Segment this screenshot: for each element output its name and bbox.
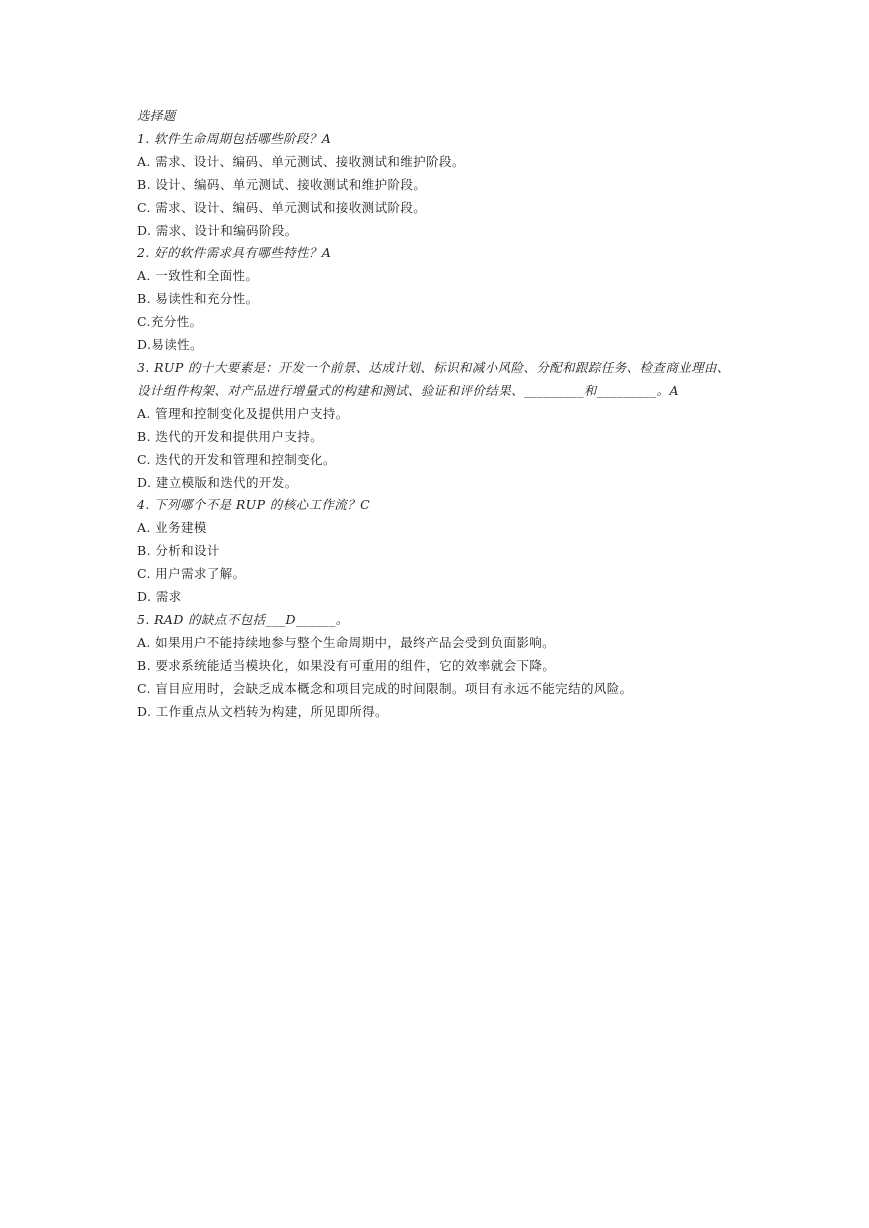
question-3-option-b: B. 迭代的开发和提供用户支持。 [137, 428, 324, 444]
question-4: 4. 下列哪个不是 RUP 的核心工作流？C [137, 497, 371, 513]
question-1-option-a: A. 需求、设计、编码、单元测试、接收测试和维护阶段。 [137, 153, 465, 169]
question-5: 5. RAD 的缺点不包括___D______。 [137, 611, 349, 627]
question-4-option-c: C. 用户需求了解。 [137, 566, 246, 582]
question-3-option-c: C. 迭代的开发和管理和控制变化。 [137, 451, 336, 467]
question-4-option-a: A. 业务建模 [137, 520, 207, 536]
question-3: 3. RUP 的十大要素是：开发一个前景、达成计划、标识和减小风险、分配和跟踪任务、检查商业理由、设计组件构架、对产品进行增量式的构建和测试、验证和评价结果、_________和_________。A [137, 359, 730, 398]
question-2: 2. 好的软件需求具有哪些特性？A [137, 245, 332, 261]
question-4-option-b: B. 分析和设计 [137, 543, 220, 559]
question-2-option-c: C.充分性。 [137, 314, 203, 330]
question-1-option-d: D. 需求、设计和编码阶段。 [137, 222, 298, 238]
question-5-option-a: A. 如果用户不能持续地参与整个生命周期中，最终产品会受到负面影响。 [137, 634, 556, 650]
question-3-option-a: A. 管理和控制变化及提供用户支持。 [137, 405, 349, 421]
question-2-option-b: B. 易读性和充分性。 [137, 291, 259, 307]
question-2-option-d: D.易读性。 [137, 337, 203, 353]
question-5-option-c: C. 盲目应用时，会缺乏成本概念和项目完成的时间限制。项目有永远不能完结的风险。 [137, 680, 633, 696]
question-1-option-c: C. 需求、设计、编码、单元测试和接收测试阶段。 [137, 199, 427, 215]
question-5-option-b: B. 要求系统能适当模块化，如果没有可重用的组件，它的效率就会下降。 [137, 657, 556, 673]
question-5-option-d: D. 工作重点从文档转为构建，所见即所得。 [137, 703, 388, 719]
section-title: 选择题 [137, 108, 176, 123]
question-2-option-a: A. 一致性和全面性。 [137, 268, 259, 284]
question-1-option-b: B. 设计、编码、单元测试、接收测试和维护阶段。 [137, 176, 427, 192]
question-4-option-d: D. 需求 [137, 589, 182, 605]
question-list [137, 105, 747, 723]
question-1: 1. 软件生命周期包括哪些阶段？A [137, 130, 332, 146]
question-3-option-d: D. 建立模版和迭代的开发。 [137, 474, 298, 490]
